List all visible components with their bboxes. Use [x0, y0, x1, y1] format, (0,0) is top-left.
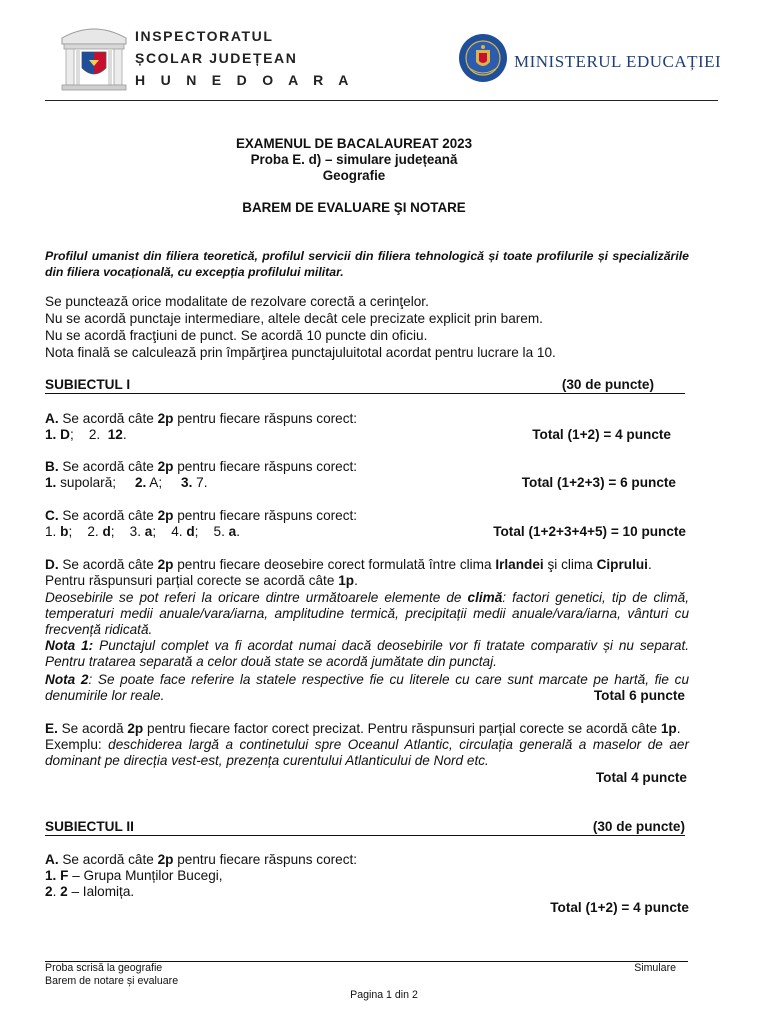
item-e-example: Exemplu: deschiderea largă a continetului spre Oceanul Atlantic, circulația generală a maselor de aer [45, 737, 689, 752]
item-d-note2: Nota 2: Se poate face referire la statele respective fie cu literele cu care sunt marcate pe hartă, fie cu [45, 672, 690, 687]
item-d-line5: frecvență ridicată. [45, 622, 153, 637]
item-a-answers: 1. D; 2. 12. [45, 427, 127, 442]
barem-title: BAREM DE EVALUARE ŞI NOTARE [242, 200, 466, 215]
item-d-line3: Deosebirile se pot referi la oricare dintre următoarele elemente de climă: factori genetici, tip de climă, [45, 590, 689, 605]
isj-line2: ȘCOLAR JUDEȚEAN [135, 50, 298, 66]
section-points: (30 de puncte) [561, 377, 654, 392]
section-title: SUBIECTUL II [45, 819, 134, 834]
item-e-example-cont: dominant pe direcția vest-est, prezența curentului Atlanticului de Nord etc. [45, 753, 489, 768]
footer-left-1: Proba scrisă la geografie [45, 962, 163, 974]
section-title: SUBIECTUL I [45, 377, 131, 392]
exam-subject: Geografie [322, 168, 386, 183]
item-a-total: Total (1+2) = 4 puncte [532, 427, 671, 442]
footer-left-2: Barem de notare și evaluare [45, 975, 179, 987]
footer-right: Simulare [634, 962, 676, 974]
s2-item-a-intro: A. Se acordă câte 2p pentru fiecare răspuns corect: [45, 852, 358, 867]
profile-note: Profilul umanist din filiera teoretică, profilul servicii din filiera tehnologică și toate profilurile și specializările din filiera vocațională, cu excepția profilului militar. [45, 249, 689, 279]
item-d-total: Total 6 puncte [593, 688, 685, 703]
item-d-line4: temperaturi medii anuale/vara/iarna, amplitudine termică, precipitații medii anuale/vara/iarna, vânturi cu [45, 606, 689, 621]
item-b-total: Total (1+2+3) = 6 puncte [521, 475, 676, 490]
s2-item-a-answer1: 1. F – Grupa Munților Bucegi, [45, 868, 223, 883]
item-b-answers: 1. supolară; 2. A; 3. 7. [45, 475, 208, 490]
s2-item-a-total: Total (1+2) = 4 puncte [550, 900, 689, 915]
government-emblem-icon [458, 33, 508, 83]
section-points: (30 de puncte) [592, 819, 685, 834]
exam-title: EXAMENUL DE BACALAUREAT 2023 [235, 136, 473, 151]
isj-logo [58, 22, 130, 94]
item-d-line1: D. Se acordă câte 2p pentru fiecare deosebire corect formulată între clima Irlandei şi clima Ciprului. [45, 557, 652, 572]
section-header-s1 [45, 377, 685, 394]
isj-name [135, 25, 354, 91]
isj-line1: INSPECTORATUL [135, 28, 274, 44]
item-e-total: Total 4 puncte [595, 770, 687, 785]
item-d-note1: Nota 1: Punctajul complet va fi acordat numai dacă deosebirile vor fi tratate comparativ și nu separat. [45, 638, 689, 653]
item-c-intro: C. Se acordă câte 2p pentru fiecare răspuns corect: [45, 508, 358, 523]
item-d-line2: Pentru răspunsuri parțial corecte se acordă câte 1p. [45, 573, 358, 588]
rule-line: Nota finală se calculează prin împărţirea punctajuluitotal acordat pentru lucrare la 10. [45, 345, 556, 360]
rule-line: Nu se acordă fracţiuni de punct. Se acordă 10 puncte din oficiu. [45, 328, 428, 343]
item-c-total: Total (1+2+3+4+5) = 10 puncte [493, 524, 686, 539]
rule-line: Se punctează orice modalitate de rezolvare corectă a cerinţelor. [45, 294, 429, 309]
item-d-note1-cont: Pentru tratarea separată a celor două state se acordă jumătate din punctaj. [45, 654, 497, 669]
header-divider [45, 100, 718, 101]
item-d-note2-cont: denumirile lor reale. [45, 688, 165, 703]
exam-subtitle: Proba E. d) – simulare județeană [250, 152, 458, 167]
section-header-s2 [45, 819, 685, 836]
item-a-intro: A. Se acordă câte 2p pentru fiecare răspuns corect: [45, 411, 358, 426]
rule-line: Nu se acordă punctaje intermediare, altele decât cele precizate explicit prin barem. [45, 311, 543, 326]
item-c-answers: 1. b; 2. d; 3. a; 4. d; 5. a. [45, 524, 240, 539]
ministry-name: MINISTERUL EDUCAȚIEI [514, 52, 722, 71]
item-b-intro: B. Se acordă câte 2p pentru fiecare răspuns corect: [45, 459, 358, 474]
s2-item-a-answer2: 2. 2 – Ialomița. [45, 884, 135, 899]
isj-line3: H U N E D O A R A [135, 72, 355, 88]
item-e-line1: E. Se acordă 2p pentru fiecare factor corect precizat. Pentru răspunsuri parțial corecte se acordă câte 1p. [45, 721, 681, 736]
page-number: Pagina 1 din 2 [350, 989, 418, 1001]
